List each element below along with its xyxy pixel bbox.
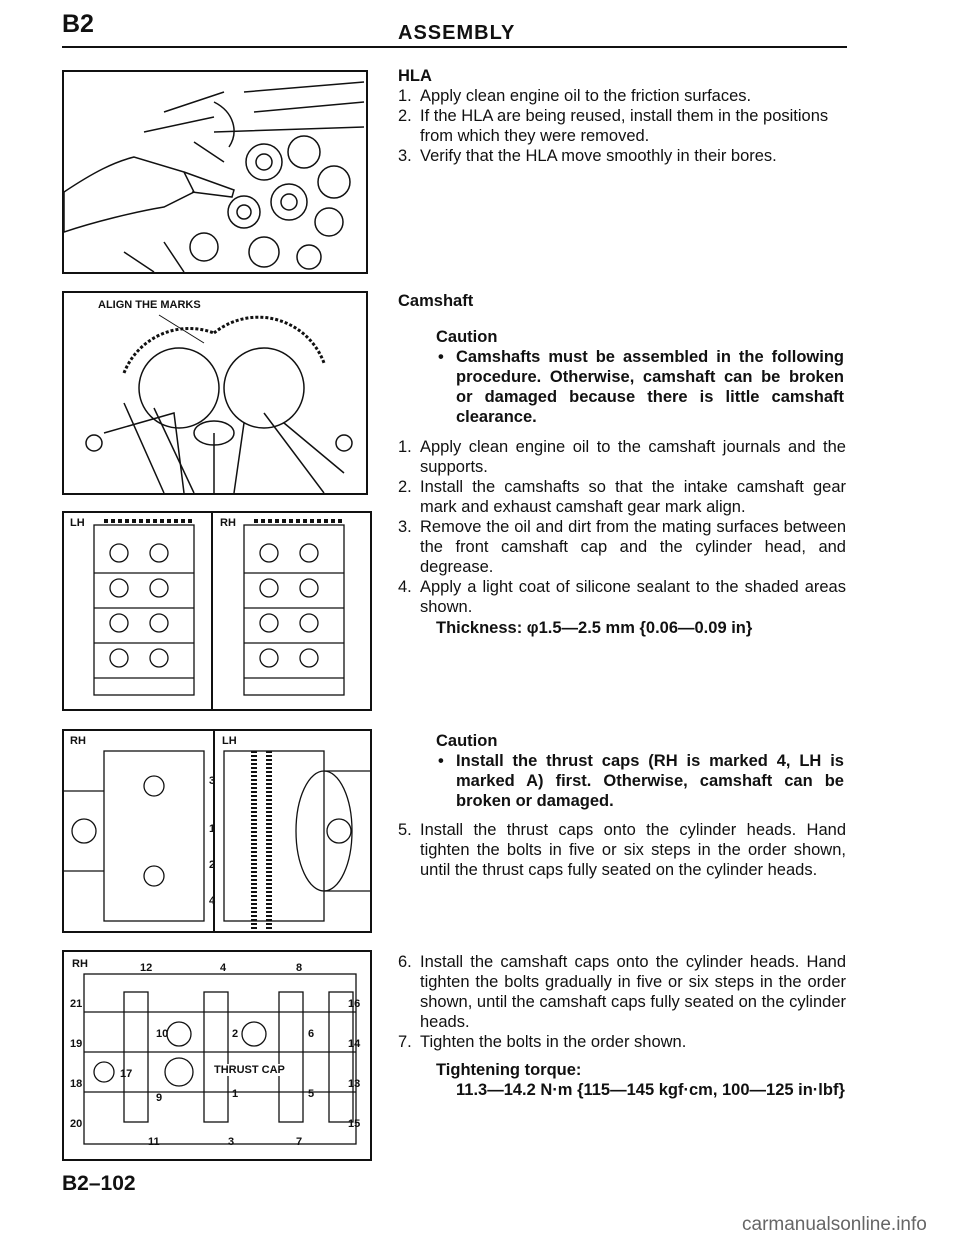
caution-title: Caution: [436, 732, 498, 750]
bolt-number: 3: [228, 1136, 235, 1148]
caution-title: Caution: [436, 328, 498, 346]
bolt-number: 21: [70, 998, 83, 1010]
torque-label: Tightening torque:: [436, 1061, 582, 1079]
camshaft-step: 1. Apply clean engine oil to the camshaft journals and the supports.: [398, 438, 846, 476]
bolt-number: 7: [296, 1136, 303, 1148]
hla-step: 3. Verify that the HLA move smoothly in their bores.: [398, 147, 777, 165]
bolt-number: 6: [308, 1028, 315, 1040]
bolt-number: 1: [232, 1088, 239, 1100]
hla-step: 2. If the HLA are being reused, install them in the positions from which they were removed.: [398, 107, 829, 145]
caution-text: • Install the thrust caps (RH is marked 4, LH is marked A) first. Otherwise, camshaft can be broken or damaged.: [438, 752, 844, 810]
bolt-order-mark: 4: [209, 895, 216, 907]
bolt-order-mark: 2: [209, 859, 216, 871]
bolt-number: 15: [348, 1118, 361, 1130]
page-title: ASSEMBLY: [398, 22, 516, 44]
hla-heading: HLA: [398, 67, 432, 85]
caution-box-1: [436, 327, 844, 427]
camshaft-step: 5. Install the thrust caps onto the cylinder heads. Hand tighten the bolts in five or six steps in the order shown, until the thrust caps fully seated on the cylinder heads.: [398, 821, 846, 879]
bolt-order-mark: 3: [209, 775, 216, 787]
camshaft-step: 3. Remove the oil and dirt from the mating surfaces between the front camshaft cap and the cylinder head, and degrease.: [398, 518, 846, 576]
bolt-number: 2: [232, 1028, 239, 1040]
figure-label-rh: RH: [72, 958, 88, 970]
camshaft-step: 6. Install the camshaft caps onto the cylinder heads. Hand tighten the bolts gradually in five or six steps in the order shown, until the camshaft caps fully seated on the cylinder heads.: [398, 953, 846, 1031]
bolt-number: 4: [220, 962, 227, 974]
figure-align-marks: [62, 291, 368, 495]
bolt-number: 14: [348, 1038, 361, 1050]
camshaft-step-5: [398, 820, 846, 880]
figure-sealant-areas: [62, 511, 372, 711]
camshaft-steps: [398, 437, 846, 617]
figure-hla-oiling: [62, 70, 368, 274]
hla-step: 1. Apply clean engine oil to the friction surfaces.: [398, 87, 752, 105]
figure-label-align: ALIGN THE MARKS: [98, 299, 201, 311]
camshaft-steps-6-7: [398, 952, 846, 1052]
header-rule: [62, 46, 847, 48]
caution-box-2: [436, 731, 844, 811]
caution-text: • Camshafts must be assembled in the following procedure. Otherwise, camshaft can be broken or damaged because there is little camshaft clearance.: [438, 348, 844, 426]
figure-cap-tightening-order: [62, 950, 372, 1161]
bolt-number: 8: [296, 962, 303, 974]
camshaft-heading: Camshaft: [398, 292, 474, 310]
figure-label-lh: LH: [70, 517, 85, 529]
camshaft-step: 2. Install the camshafts so that the intake camshaft gear mark and exhaust camshaft gear mark align.: [398, 478, 846, 516]
bolt-number: 13: [348, 1078, 361, 1090]
hla-section: [398, 66, 846, 166]
section-code: B2: [62, 10, 94, 38]
figure-label-rh: RH: [70, 735, 86, 747]
bolt-number: 20: [70, 1118, 83, 1130]
torque-value: 11.3—14.2 N·m {115—145 kgf·cm, 100—125 in·lbf}: [456, 1081, 845, 1099]
thickness-spec: Thickness: φ1.5—2.5 mm {0.06—0.09 in}: [436, 619, 753, 637]
bolt-number: 11: [148, 1136, 160, 1148]
bolt-number: 18: [70, 1078, 83, 1090]
figure-label-rh: RH: [220, 517, 236, 529]
camshaft-step: 7. Tighten the bolts in the order shown.: [398, 1033, 687, 1051]
bolt-number: 12: [140, 962, 153, 974]
bolt-order-mark: 1: [209, 823, 216, 835]
figure-label-lh: LH: [222, 735, 237, 747]
page-number: B2–102: [62, 1172, 136, 1195]
bolt-number: 16: [348, 998, 361, 1010]
figure-thrust-caps: [62, 729, 372, 933]
bolt-number: 10: [156, 1028, 169, 1040]
bolt-number: 9: [156, 1092, 163, 1104]
thrust-cap-label: THRUST CAP: [214, 1064, 285, 1076]
watermark: carmanualsonline.info: [742, 1214, 927, 1235]
bolt-number: 5: [308, 1088, 315, 1100]
camshaft-step: 4. Apply a light coat of silicone sealant to the shaded areas shown.: [398, 578, 846, 616]
bolt-number: 17: [120, 1068, 133, 1080]
bolt-number: 19: [70, 1038, 83, 1050]
